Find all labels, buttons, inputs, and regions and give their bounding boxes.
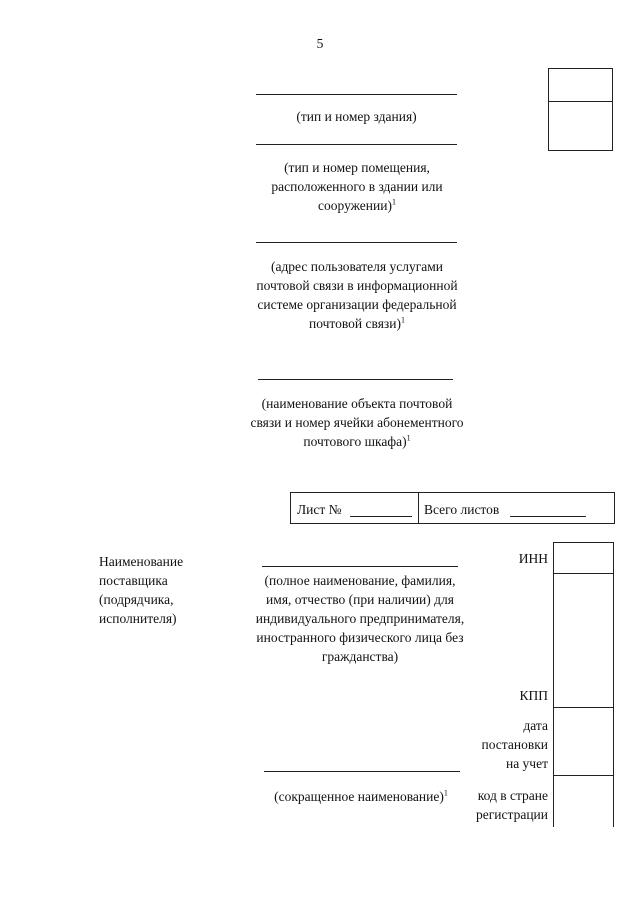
user-address-footnote: 1 — [400, 315, 405, 325]
supplier-short-name-footnote: 1 — [443, 788, 448, 798]
premises-caption — [252, 158, 462, 215]
user-address-caption — [248, 257, 466, 333]
total-sheets-blank — [510, 516, 586, 517]
date-box-bottom — [553, 775, 614, 776]
sheet-box-divider — [418, 492, 419, 524]
code-box-top-divider — [548, 101, 613, 102]
total-sheets-label: Всего листов — [424, 502, 500, 517]
premises-text: (тип и номер помещения, расположенного в здании или сооружении) — [271, 160, 443, 213]
supplier-full-name-caption: (полное наименование, фамилия, имя, отчество (при наличии) для индивидуального предпринимателя, иностранного физического лица без гражданства) — [255, 573, 465, 664]
country-code-label: код в стране регистрации — [476, 788, 548, 822]
registration-date-label: дата постановки на учет — [481, 718, 548, 771]
postal-object-text: (наименование объекта почтовой связи и номер ячейки абонементного почтового шкафа) — [250, 396, 464, 449]
supplier-label: Наименование поставщика (подрядчика, исполнителя) — [99, 554, 184, 626]
kpp-box-bottom — [553, 707, 614, 708]
supplier-full-name-line — [262, 566, 458, 567]
kpp-label: КПП — [519, 688, 548, 703]
building-line — [256, 94, 457, 95]
user-address-text: (адрес пользователя услугами почтовой связи в информационной системе организации федеральной почтовой связи) — [256, 259, 458, 331]
premises-footnote: 1 — [391, 197, 396, 207]
sheet-number-label: Лист № — [297, 502, 342, 517]
code-box-top — [548, 68, 613, 151]
supplier-short-name-line — [264, 771, 460, 772]
page-number: 5 — [316, 36, 324, 51]
inn-label: ИНН — [518, 551, 548, 566]
supplier-short-name-text: (сокращенное наименование) — [274, 789, 444, 804]
codes-box-top — [553, 542, 614, 543]
inn-box-bottom — [553, 573, 614, 574]
codes-box-left-border — [553, 542, 554, 827]
postal-object-caption — [246, 394, 468, 451]
sheet-number-blank — [350, 516, 412, 517]
supplier-short-name-caption — [250, 787, 472, 806]
building-caption: (тип и номер здания) — [296, 109, 417, 124]
codes-box-right-border — [613, 542, 614, 827]
user-address-line — [256, 242, 457, 243]
postal-object-line — [258, 379, 453, 380]
premises-line-top — [256, 144, 457, 145]
postal-object-footnote: 1 — [406, 433, 411, 443]
